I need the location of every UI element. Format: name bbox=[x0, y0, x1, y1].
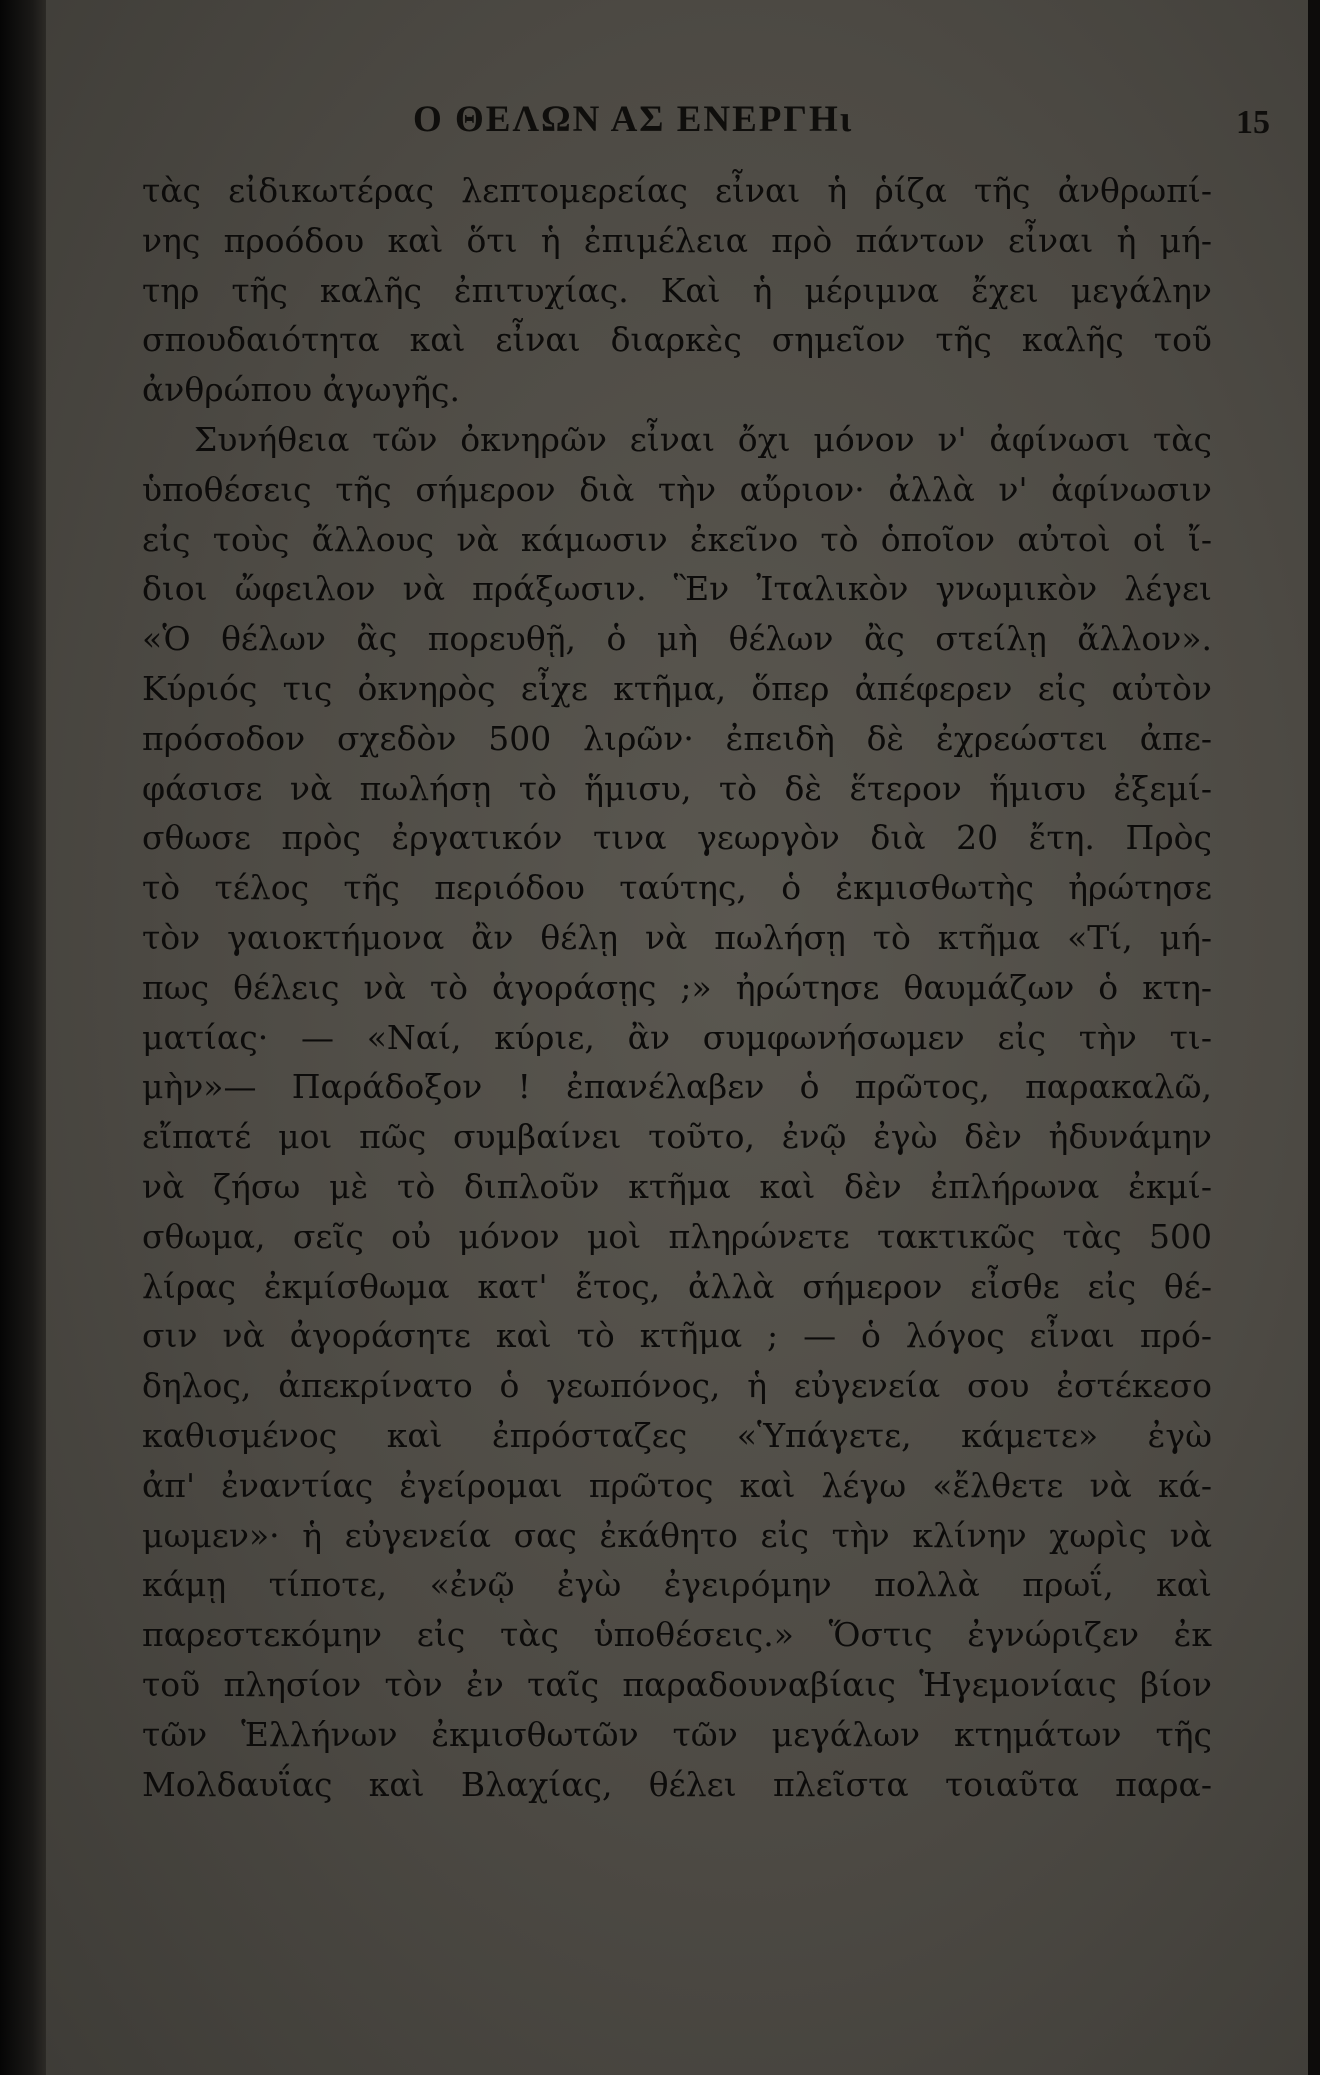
text-line: Κύριός τις ὀκνηρὸς εἶχε κτῆμα, ὅπερ ἀπέφερεν εἰς αὐτὸν bbox=[142, 668, 1212, 708]
text-line: καθισμένος καὶ ἐπρόσταζες «Ὑπάγετε, κάμετε» ἐγὼ bbox=[142, 1415, 1212, 1455]
text-line: Μολδαυΐας καὶ Βλαχίας, θέλει πλεῖστα τοιαῦτα παρα- bbox=[142, 1764, 1212, 1804]
text-line: λίρας ἐκμίσθωμα κατ' ἔτος, ἀλλὰ σήμερον εἶσθε εἰς θέ- bbox=[142, 1266, 1212, 1306]
text-line: διοι ὤφειλον νὰ πράξωσιν. Ἓν Ἰταλικὸν γνωμικὸν λέγει bbox=[142, 569, 1212, 609]
text-line: τῶν Ἑλλήνων ἐκμισθωτῶν τῶν μεγάλων κτημάτων τῆς bbox=[142, 1714, 1212, 1754]
text-line: σθωσε πρὸς ἐργατικόν τινα γεωργὸν διὰ 20 ἔτη. Πρὸς bbox=[142, 818, 1212, 858]
proverb-line: «Ὁ θέλων ἂς πορευθῇ, ὁ μὴ θέλων ἂς στείλῃ ἄλλον». bbox=[142, 619, 1212, 659]
text-line: ἀπ' ἐναντίας ἐγείρομαι πρῶτος καὶ λέγω «ἔλθετε νὰ κά- bbox=[142, 1465, 1212, 1505]
text-line: πως θέλεις νὰ τὸ ἀγοράσῃς ;» ἠρώτησε θαυμάζων ὁ κτη- bbox=[142, 967, 1212, 1007]
page-header bbox=[46, 98, 1308, 150]
text-line: εἰς τοὺς ἄλλους νὰ κάμωσιν ἐκεῖνο τὸ ὁποῖον αὐτοὶ οἱ ἴ- bbox=[142, 519, 1212, 559]
text-line: πρόσοδον σχεδὸν 500 λιρῶν· ἐπειδὴ δὲ ἐχρεώστει ἀπε- bbox=[142, 718, 1212, 758]
text-line: ὑποθέσεις τῆς σήμερον διὰ τὴν αὔριον· ἀλλὰ ν' ἀφίνωσιν bbox=[142, 469, 1212, 509]
text-line: κάμῃ τίποτε, «ἐνῷ ἐγὼ ἐγειρόμην πολλὰ πρωΐ, καὶ bbox=[142, 1565, 1212, 1605]
text-line: ματίας· — «Ναί, κύριε, ἂν συμφωνήσωμεν εἰς τὴν τι- bbox=[142, 1017, 1212, 1057]
text-line: νὰ ζήσω μὲ τὸ διπλοῦν κτῆμα καὶ δὲν ἐπλήρωνα ἐκμί- bbox=[142, 1166, 1212, 1206]
running-title: Ο ΘΕΛΩΝ ΑΣ ΕΝΕΡΓΗι bbox=[413, 99, 854, 140]
body-text bbox=[142, 166, 1212, 1809]
paragraph-first-line: Συνήθεια τῶν ὀκνηρῶν εἶναι ὄχι μόνον ν' ἀφίνωσι τὰς bbox=[194, 419, 1212, 459]
text-line: μὴν»— Παράδοξον ! ἐπανέλαβεν ὁ πρῶτος, παρακαλῶ, bbox=[142, 1067, 1212, 1107]
text-line: παρεστεκόμην εἰς τὰς ὑποθέσεις.» Ὅστις ἐγνώριζεν ἐκ bbox=[142, 1615, 1212, 1655]
book-page bbox=[46, 0, 1308, 2075]
text-line: τὸ τέλος τῆς περιόδου ταύτης, ὁ ἐκμισθωτὴς ἠρώτησε bbox=[142, 868, 1212, 908]
text-line: ἀνθρώπου ἀγωγῆς. bbox=[142, 370, 461, 410]
text-line: τηρ τῆς καλῆς ἐπιτυχίας. Καὶ ἡ μέριμνα ἔχει μεγάλην bbox=[142, 270, 1212, 310]
text-line: σπουδαιότητα καὶ εἶναι διαρκὲς σημεῖον τῆς καλῆς τοῦ bbox=[142, 320, 1212, 360]
text-line: νης προόδου καὶ ὅτι ἡ ἐπιμέλεια πρὸ πάντων εἶναι ἡ μή- bbox=[142, 220, 1212, 260]
text-line: εἴπατέ μοι πῶς συμβαίνει τοῦτο, ἐνῷ ἐγὼ δὲν ἠδυνάμην bbox=[142, 1117, 1212, 1157]
scan-border-right bbox=[1308, 0, 1320, 2075]
text-line: τὰς εἰδικωτέρας λεπτομερείας εἶναι ἡ ῥίζα τῆς ἀνθρωπί- bbox=[142, 171, 1212, 210]
text-line: σθωμα, σεῖς οὐ μόνον μοὶ πληρώνετε τακτικῶς τὰς 500 bbox=[142, 1216, 1212, 1256]
scan-border-left bbox=[0, 0, 46, 2075]
text-line: τὸν γαιοκτήμονα ἂν θέλῃ νὰ πωλήσῃ τὸ κτῆμα «Τί, μή- bbox=[142, 917, 1212, 957]
text-line: δηλος, ἀπεκρίνατο ὁ γεωπόνος, ἡ εὐγενεία σου ἐστέκεσο bbox=[142, 1366, 1212, 1406]
text-line: τοῦ πλησίον τὸν ἐν ταῖς παραδουναβίαις Ἡγεμονίαις βίον bbox=[142, 1664, 1212, 1704]
page-number: 15 bbox=[1236, 104, 1270, 141]
text-line: μωμεν»· ἡ εὐγενεία σας ἐκάθητο εἰς τὴν κλίνην χωρὶς νὰ bbox=[142, 1515, 1212, 1555]
text-line: φάσισε νὰ πωλήσῃ τὸ ἥμισυ, τὸ δὲ ἕτερον ἥμισυ ἐξεμί- bbox=[142, 768, 1212, 808]
text-line: σιν νὰ ἀγοράσητε καὶ τὸ κτῆμα ; — ὁ λόγος εἶναι πρό- bbox=[142, 1316, 1212, 1356]
